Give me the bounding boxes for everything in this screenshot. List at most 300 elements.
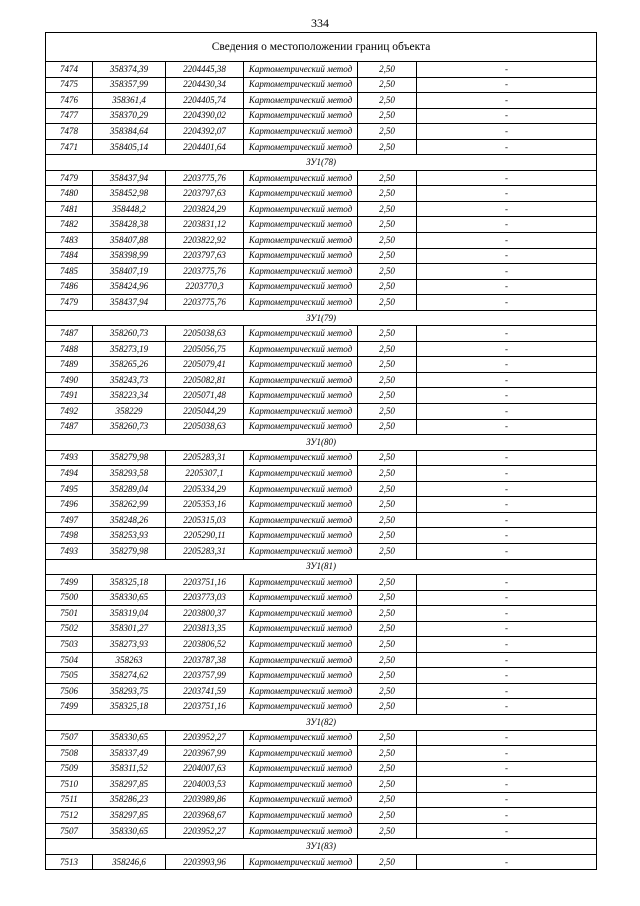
method-cell: Картометрический метод bbox=[244, 233, 358, 249]
note-cell: - bbox=[417, 139, 597, 155]
point-number-cell: 7509 bbox=[46, 761, 93, 777]
point-number-cell: 7481 bbox=[46, 201, 93, 217]
note-cell: - bbox=[417, 93, 597, 109]
accuracy-cell: 2,50 bbox=[358, 466, 417, 482]
y-coordinate-cell: 2203751,16 bbox=[166, 575, 244, 591]
accuracy-cell: 2,50 bbox=[358, 792, 417, 808]
point-number-cell: 7496 bbox=[46, 497, 93, 513]
method-cell: Картометрический метод bbox=[244, 419, 358, 435]
accuracy-cell: 2,50 bbox=[358, 699, 417, 715]
note-cell: - bbox=[417, 124, 597, 140]
accuracy-cell: 2,50 bbox=[358, 854, 417, 870]
method-cell: Картометрический метод bbox=[244, 543, 358, 559]
note-cell: - bbox=[417, 606, 597, 622]
x-coordinate-cell: 358279,98 bbox=[93, 450, 166, 466]
method-cell: Картометрический метод bbox=[244, 683, 358, 699]
method-cell: Картометрический метод bbox=[244, 108, 358, 124]
point-number-cell: 7494 bbox=[46, 466, 93, 482]
y-coordinate-cell: 2203968,67 bbox=[166, 808, 244, 824]
method-cell: Картометрический метод bbox=[244, 93, 358, 109]
point-number-cell: 7510 bbox=[46, 777, 93, 793]
point-number-cell: 7512 bbox=[46, 808, 93, 824]
method-cell: Картометрический метод bbox=[244, 652, 358, 668]
note-cell: - bbox=[417, 341, 597, 357]
accuracy-cell: 2,50 bbox=[358, 341, 417, 357]
table-row bbox=[46, 264, 597, 280]
accuracy-cell: 2,50 bbox=[358, 606, 417, 622]
point-number-cell: 7490 bbox=[46, 372, 93, 388]
table-row bbox=[46, 62, 597, 78]
section-label: ЗУ1(80) bbox=[46, 435, 597, 451]
x-coordinate-cell: 358452,98 bbox=[93, 186, 166, 202]
y-coordinate-cell: 2203993,96 bbox=[166, 854, 244, 870]
table-row bbox=[46, 372, 597, 388]
accuracy-cell: 2,50 bbox=[358, 808, 417, 824]
x-coordinate-cell: 358319,04 bbox=[93, 606, 166, 622]
table-row bbox=[46, 388, 597, 404]
x-coordinate-cell: 358428,38 bbox=[93, 217, 166, 233]
accuracy-cell: 2,50 bbox=[358, 777, 417, 793]
x-coordinate-cell: 358384,64 bbox=[93, 124, 166, 140]
accuracy-cell: 2,50 bbox=[358, 668, 417, 684]
method-cell: Картометрический метод bbox=[244, 637, 358, 653]
method-cell: Картометрический метод bbox=[244, 450, 358, 466]
note-cell: - bbox=[417, 746, 597, 762]
x-coordinate-cell: 358273,19 bbox=[93, 341, 166, 357]
table-row bbox=[46, 295, 597, 311]
point-number-cell: 7499 bbox=[46, 575, 93, 591]
method-cell: Картометрический метод bbox=[244, 730, 358, 746]
y-coordinate-cell: 2203775,76 bbox=[166, 170, 244, 186]
point-number-cell: 7492 bbox=[46, 404, 93, 420]
accuracy-cell: 2,50 bbox=[358, 621, 417, 637]
x-coordinate-cell: 358374,39 bbox=[93, 62, 166, 78]
point-number-cell: 7511 bbox=[46, 792, 93, 808]
y-coordinate-cell: 2204392,07 bbox=[166, 124, 244, 140]
y-coordinate-cell: 2205038,63 bbox=[166, 419, 244, 435]
x-coordinate-cell: 358262,99 bbox=[93, 497, 166, 513]
table-row bbox=[46, 77, 597, 93]
point-number-cell: 7500 bbox=[46, 590, 93, 606]
method-cell: Картометрический метод bbox=[244, 808, 358, 824]
x-coordinate-cell: 358330,65 bbox=[93, 823, 166, 839]
note-cell: - bbox=[417, 450, 597, 466]
y-coordinate-cell: 2204401,64 bbox=[166, 139, 244, 155]
point-number-cell: 7489 bbox=[46, 357, 93, 373]
accuracy-cell: 2,50 bbox=[358, 512, 417, 528]
x-coordinate-cell: 358330,65 bbox=[93, 730, 166, 746]
note-cell: - bbox=[417, 108, 597, 124]
note-cell: - bbox=[417, 233, 597, 249]
x-coordinate-cell: 358437,94 bbox=[93, 295, 166, 311]
accuracy-cell: 2,50 bbox=[358, 93, 417, 109]
method-cell: Картометрический метод bbox=[244, 481, 358, 497]
note-cell: - bbox=[417, 699, 597, 715]
section-label: ЗУ1(78) bbox=[46, 155, 597, 171]
section-row bbox=[46, 714, 597, 730]
table-row bbox=[46, 357, 597, 373]
point-number-cell: 7501 bbox=[46, 606, 93, 622]
method-cell: Картометрический метод bbox=[244, 497, 358, 513]
boundary-table bbox=[45, 32, 597, 870]
table-row bbox=[46, 233, 597, 249]
note-cell: - bbox=[417, 170, 597, 186]
note-cell: - bbox=[417, 404, 597, 420]
boundary-table-sheet bbox=[45, 32, 596, 870]
method-cell: Картометрический метод bbox=[244, 761, 358, 777]
point-number-cell: 7502 bbox=[46, 621, 93, 637]
method-cell: Картометрический метод bbox=[244, 528, 358, 544]
accuracy-cell: 2,50 bbox=[358, 450, 417, 466]
y-coordinate-cell: 2203797,63 bbox=[166, 248, 244, 264]
point-number-cell: 7478 bbox=[46, 124, 93, 140]
table-row bbox=[46, 699, 597, 715]
accuracy-cell: 2,50 bbox=[358, 590, 417, 606]
table-row bbox=[46, 683, 597, 699]
x-coordinate-cell: 358357,99 bbox=[93, 77, 166, 93]
accuracy-cell: 2,50 bbox=[358, 388, 417, 404]
accuracy-cell: 2,50 bbox=[358, 62, 417, 78]
x-coordinate-cell: 358301,27 bbox=[93, 621, 166, 637]
table-row bbox=[46, 93, 597, 109]
x-coordinate-cell: 358361,4 bbox=[93, 93, 166, 109]
y-coordinate-cell: 2205283,31 bbox=[166, 543, 244, 559]
note-cell: - bbox=[417, 777, 597, 793]
point-number-cell: 7479 bbox=[46, 295, 93, 311]
y-coordinate-cell: 2204390,02 bbox=[166, 108, 244, 124]
table-row bbox=[46, 606, 597, 622]
point-number-cell: 7488 bbox=[46, 341, 93, 357]
x-coordinate-cell: 358265,26 bbox=[93, 357, 166, 373]
point-number-cell: 7495 bbox=[46, 481, 93, 497]
x-coordinate-cell: 358407,19 bbox=[93, 264, 166, 280]
x-coordinate-cell: 358279,98 bbox=[93, 543, 166, 559]
point-number-cell: 7493 bbox=[46, 450, 93, 466]
point-number-cell: 7475 bbox=[46, 77, 93, 93]
y-coordinate-cell: 2203806,52 bbox=[166, 637, 244, 653]
table-row bbox=[46, 792, 597, 808]
y-coordinate-cell: 2205038,63 bbox=[166, 326, 244, 342]
section-row bbox=[46, 155, 597, 171]
method-cell: Картометрический метод bbox=[244, 201, 358, 217]
table-row bbox=[46, 170, 597, 186]
note-cell: - bbox=[417, 481, 597, 497]
note-cell: - bbox=[417, 808, 597, 824]
table-row bbox=[46, 512, 597, 528]
note-cell: - bbox=[417, 372, 597, 388]
table-row bbox=[46, 108, 597, 124]
note-cell: - bbox=[417, 248, 597, 264]
y-coordinate-cell: 2204405,74 bbox=[166, 93, 244, 109]
table-header-row bbox=[46, 33, 597, 62]
note-cell: - bbox=[417, 528, 597, 544]
note-cell: - bbox=[417, 512, 597, 528]
method-cell: Картометрический метод bbox=[244, 606, 358, 622]
point-number-cell: 7507 bbox=[46, 823, 93, 839]
method-cell: Картометрический метод bbox=[244, 295, 358, 311]
table-row bbox=[46, 279, 597, 295]
y-coordinate-cell: 2205315,03 bbox=[166, 512, 244, 528]
accuracy-cell: 2,50 bbox=[358, 264, 417, 280]
section-label: ЗУ1(81) bbox=[46, 559, 597, 575]
y-coordinate-cell: 2205056,75 bbox=[166, 341, 244, 357]
note-cell: - bbox=[417, 543, 597, 559]
point-number-cell: 7491 bbox=[46, 388, 93, 404]
y-coordinate-cell: 2205044,29 bbox=[166, 404, 244, 420]
x-coordinate-cell: 358437,94 bbox=[93, 170, 166, 186]
accuracy-cell: 2,50 bbox=[358, 481, 417, 497]
table-row bbox=[46, 668, 597, 684]
note-cell: - bbox=[417, 186, 597, 202]
method-cell: Картометрический метод bbox=[244, 621, 358, 637]
table-row bbox=[46, 652, 597, 668]
accuracy-cell: 2,50 bbox=[358, 528, 417, 544]
x-coordinate-cell: 358260,73 bbox=[93, 326, 166, 342]
note-cell: - bbox=[417, 575, 597, 591]
table-row bbox=[46, 575, 597, 591]
accuracy-cell: 2,50 bbox=[358, 108, 417, 124]
y-coordinate-cell: 2204445,38 bbox=[166, 62, 244, 78]
accuracy-cell: 2,50 bbox=[358, 170, 417, 186]
note-cell: - bbox=[417, 295, 597, 311]
y-coordinate-cell: 2203822,92 bbox=[166, 233, 244, 249]
method-cell: Картометрический метод bbox=[244, 279, 358, 295]
point-number-cell: 7485 bbox=[46, 264, 93, 280]
method-cell: Картометрический метод bbox=[244, 357, 358, 373]
y-coordinate-cell: 2205082,81 bbox=[166, 372, 244, 388]
point-number-cell: 7479 bbox=[46, 170, 93, 186]
point-number-cell: 7471 bbox=[46, 139, 93, 155]
accuracy-cell: 2,50 bbox=[358, 279, 417, 295]
point-number-cell: 7507 bbox=[46, 730, 93, 746]
table-title: Сведения о местоположении границ объекта bbox=[46, 33, 597, 62]
table-row bbox=[46, 481, 597, 497]
note-cell: - bbox=[417, 761, 597, 777]
y-coordinate-cell: 2203757,99 bbox=[166, 668, 244, 684]
point-number-cell: 7505 bbox=[46, 668, 93, 684]
accuracy-cell: 2,50 bbox=[358, 683, 417, 699]
accuracy-cell: 2,50 bbox=[358, 761, 417, 777]
method-cell: Картометрический метод bbox=[244, 264, 358, 280]
x-coordinate-cell: 358263 bbox=[93, 652, 166, 668]
y-coordinate-cell: 2203800,37 bbox=[166, 606, 244, 622]
table-row bbox=[46, 124, 597, 140]
accuracy-cell: 2,50 bbox=[358, 746, 417, 762]
page-number: 334 bbox=[311, 16, 329, 30]
note-cell: - bbox=[417, 466, 597, 482]
accuracy-cell: 2,50 bbox=[358, 543, 417, 559]
y-coordinate-cell: 2205079,41 bbox=[166, 357, 244, 373]
table-row bbox=[46, 201, 597, 217]
note-cell: - bbox=[417, 264, 597, 280]
section-label: ЗУ1(82) bbox=[46, 714, 597, 730]
accuracy-cell: 2,50 bbox=[358, 575, 417, 591]
accuracy-cell: 2,50 bbox=[358, 201, 417, 217]
method-cell: Картометрический метод bbox=[244, 170, 358, 186]
y-coordinate-cell: 2204430,34 bbox=[166, 77, 244, 93]
point-number-cell: 7497 bbox=[46, 512, 93, 528]
method-cell: Картометрический метод bbox=[244, 668, 358, 684]
accuracy-cell: 2,50 bbox=[358, 637, 417, 653]
y-coordinate-cell: 2203952,27 bbox=[166, 730, 244, 746]
method-cell: Картометрический метод bbox=[244, 575, 358, 591]
note-cell: - bbox=[417, 326, 597, 342]
x-coordinate-cell: 358260,73 bbox=[93, 419, 166, 435]
point-number-cell: 7508 bbox=[46, 746, 93, 762]
note-cell: - bbox=[417, 217, 597, 233]
section-label: ЗУ1(83) bbox=[46, 839, 597, 855]
point-number-cell: 7487 bbox=[46, 326, 93, 342]
method-cell: Картометрический метод bbox=[244, 326, 358, 342]
note-cell: - bbox=[417, 497, 597, 513]
x-coordinate-cell: 358311,52 bbox=[93, 761, 166, 777]
method-cell: Картометрический метод bbox=[244, 77, 358, 93]
x-coordinate-cell: 358293,58 bbox=[93, 466, 166, 482]
x-coordinate-cell: 358229 bbox=[93, 404, 166, 420]
accuracy-cell: 2,50 bbox=[358, 730, 417, 746]
x-coordinate-cell: 358330,65 bbox=[93, 590, 166, 606]
y-coordinate-cell: 2203967,99 bbox=[166, 746, 244, 762]
table-row bbox=[46, 139, 597, 155]
point-number-cell: 7504 bbox=[46, 652, 93, 668]
table-row bbox=[46, 404, 597, 420]
note-cell: - bbox=[417, 419, 597, 435]
accuracy-cell: 2,50 bbox=[358, 295, 417, 311]
method-cell: Картометрический метод bbox=[244, 512, 358, 528]
table-row bbox=[46, 761, 597, 777]
note-cell: - bbox=[417, 652, 597, 668]
y-coordinate-cell: 2203775,76 bbox=[166, 295, 244, 311]
method-cell: Картометрический метод bbox=[244, 388, 358, 404]
x-coordinate-cell: 358325,18 bbox=[93, 699, 166, 715]
table-row bbox=[46, 217, 597, 233]
point-number-cell: 7482 bbox=[46, 217, 93, 233]
y-coordinate-cell: 2205334,29 bbox=[166, 481, 244, 497]
section-row bbox=[46, 559, 597, 575]
table-row bbox=[46, 528, 597, 544]
accuracy-cell: 2,50 bbox=[358, 139, 417, 155]
point-number-cell: 7476 bbox=[46, 93, 93, 109]
y-coordinate-cell: 2204003,53 bbox=[166, 777, 244, 793]
x-coordinate-cell: 358398,99 bbox=[93, 248, 166, 264]
table-row bbox=[46, 466, 597, 482]
method-cell: Картометрический метод bbox=[244, 777, 358, 793]
method-cell: Картометрический метод bbox=[244, 217, 358, 233]
y-coordinate-cell: 2203787,38 bbox=[166, 652, 244, 668]
y-coordinate-cell: 2203751,16 bbox=[166, 699, 244, 715]
x-coordinate-cell: 358297,85 bbox=[93, 808, 166, 824]
accuracy-cell: 2,50 bbox=[358, 372, 417, 388]
method-cell: Картометрический метод bbox=[244, 186, 358, 202]
accuracy-cell: 2,50 bbox=[358, 326, 417, 342]
note-cell: - bbox=[417, 730, 597, 746]
table-row bbox=[46, 746, 597, 762]
note-cell: - bbox=[417, 77, 597, 93]
y-coordinate-cell: 2203741,59 bbox=[166, 683, 244, 699]
accuracy-cell: 2,50 bbox=[358, 404, 417, 420]
table-row bbox=[46, 543, 597, 559]
note-cell: - bbox=[417, 823, 597, 839]
table-row bbox=[46, 730, 597, 746]
point-number-cell: 7483 bbox=[46, 233, 93, 249]
note-cell: - bbox=[417, 357, 597, 373]
note-cell: - bbox=[417, 62, 597, 78]
y-coordinate-cell: 2205283,31 bbox=[166, 450, 244, 466]
point-number-cell: 7477 bbox=[46, 108, 93, 124]
table-row bbox=[46, 450, 597, 466]
table-row bbox=[46, 341, 597, 357]
y-coordinate-cell: 2203773,03 bbox=[166, 590, 244, 606]
method-cell: Картометрический метод bbox=[244, 124, 358, 140]
y-coordinate-cell: 2203831,12 bbox=[166, 217, 244, 233]
table-row bbox=[46, 854, 597, 870]
point-number-cell: 7498 bbox=[46, 528, 93, 544]
table-row bbox=[46, 823, 597, 839]
method-cell: Картометрический метод bbox=[244, 823, 358, 839]
accuracy-cell: 2,50 bbox=[358, 823, 417, 839]
accuracy-cell: 2,50 bbox=[358, 124, 417, 140]
table-row bbox=[46, 590, 597, 606]
point-number-cell: 7480 bbox=[46, 186, 93, 202]
method-cell: Картометрический метод bbox=[244, 372, 358, 388]
x-coordinate-cell: 358274,62 bbox=[93, 668, 166, 684]
x-coordinate-cell: 358325,18 bbox=[93, 575, 166, 591]
x-coordinate-cell: 358448,2 bbox=[93, 201, 166, 217]
y-coordinate-cell: 2203989,86 bbox=[166, 792, 244, 808]
note-cell: - bbox=[417, 637, 597, 653]
table-row bbox=[46, 621, 597, 637]
accuracy-cell: 2,50 bbox=[358, 497, 417, 513]
method-cell: Картометрический метод bbox=[244, 466, 358, 482]
y-coordinate-cell: 2203775,76 bbox=[166, 264, 244, 280]
table-row bbox=[46, 808, 597, 824]
table-row bbox=[46, 186, 597, 202]
accuracy-cell: 2,50 bbox=[358, 357, 417, 373]
note-cell: - bbox=[417, 668, 597, 684]
method-cell: Картометрический метод bbox=[244, 248, 358, 264]
note-cell: - bbox=[417, 201, 597, 217]
point-number-cell: 7499 bbox=[46, 699, 93, 715]
note-cell: - bbox=[417, 279, 597, 295]
y-coordinate-cell: 2203824,29 bbox=[166, 201, 244, 217]
accuracy-cell: 2,50 bbox=[358, 233, 417, 249]
y-coordinate-cell: 2205307,1 bbox=[166, 466, 244, 482]
x-coordinate-cell: 358286,23 bbox=[93, 792, 166, 808]
x-coordinate-cell: 358297,85 bbox=[93, 777, 166, 793]
note-cell: - bbox=[417, 854, 597, 870]
accuracy-cell: 2,50 bbox=[358, 248, 417, 264]
accuracy-cell: 2,50 bbox=[358, 217, 417, 233]
point-number-cell: 7474 bbox=[46, 62, 93, 78]
accuracy-cell: 2,50 bbox=[358, 652, 417, 668]
method-cell: Картометрический метод bbox=[244, 62, 358, 78]
note-cell: - bbox=[417, 792, 597, 808]
x-coordinate-cell: 358424,96 bbox=[93, 279, 166, 295]
table-row bbox=[46, 497, 597, 513]
table-row bbox=[46, 637, 597, 653]
x-coordinate-cell: 358223,34 bbox=[93, 388, 166, 404]
method-cell: Картометрический метод bbox=[244, 404, 358, 420]
x-coordinate-cell: 358405,14 bbox=[93, 139, 166, 155]
x-coordinate-cell: 358337,49 bbox=[93, 746, 166, 762]
method-cell: Картометрический метод bbox=[244, 746, 358, 762]
method-cell: Картометрический метод bbox=[244, 139, 358, 155]
section-row bbox=[46, 310, 597, 326]
section-row bbox=[46, 839, 597, 855]
x-coordinate-cell: 358246,6 bbox=[93, 854, 166, 870]
point-number-cell: 7513 bbox=[46, 854, 93, 870]
x-coordinate-cell: 358273,93 bbox=[93, 637, 166, 653]
